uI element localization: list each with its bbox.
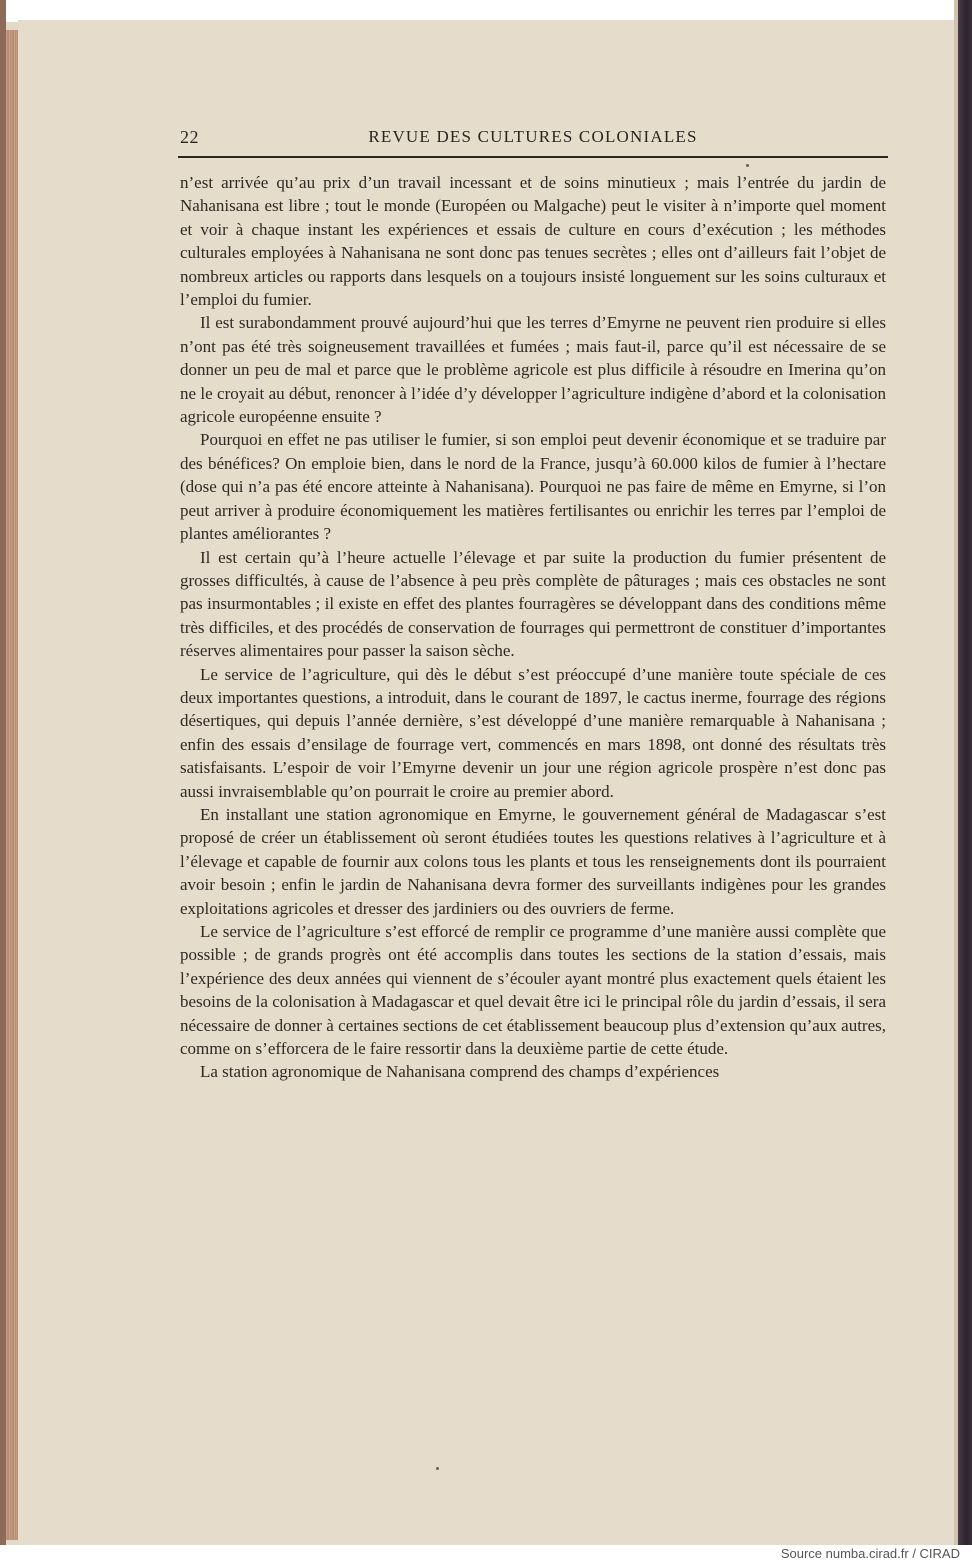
ink-speck [436, 1467, 439, 1470]
book-binding [958, 0, 972, 1545]
paragraph-5: Le service de l’agriculture, qui dès le début s’est préoccupé d’une manière toute spéciale de ces deux importantes questions, a introduit, dans le courant de 1897, le cactus inerme, fourrage des régions désertiques, qui depuis l’année dernière, s’est développé d’une manière remarquable à Nahanisana ; enfin des essais d’ensilage de fourrage vert, commencés en mars 1898, ont donné des résultats très satisfaisants. L’espoir de voir l’Emyrne devenir un jour une région agricole prospère n’est donc pas aussi invraisemblable qu’on pourrait le croire au premier abord. [180, 664, 886, 801]
paragraph-1: n’est arrivée qu’au prix d’un travail incessant et de soins minutieux ; mais l’entrée du jardin de Nahanisana est libre ; tout le monde (Européen ou Malgache) peut le visiter à n’importe quel moment et voir à chaque instant les expériences et essais de culture en cours d’exécution ; les méthodes culturales employées à Nahanisana ne sont donc pas tenues secrètes ; elles ont d’ailleurs fait l’objet de nombreux articles ou rapports dans lesquels on a toujours insisté longuement sur les soins culturaux et l’emploi du fumier. [180, 173, 886, 310]
book-spine-shadow [0, 0, 6, 1545]
ink-speck [746, 164, 749, 167]
paragraph-8: La station agronomique de Nahanisana comprend des champs d’expériences [200, 1062, 720, 1082]
scan-top-margin [0, 0, 972, 22]
page-header [180, 127, 886, 151]
running-title: REVUE DES CULTURES COLONIALES [368, 127, 698, 146]
paragraph-4: Il est certain qu’à l’heure actuelle l’élevage et par suite la production du fumier présentent de grosses difficultés, à cause de l’absence à peu près complète de pâturages ; mais ces obstacles ne sont pas insurmontables ; il existe en effet des plantes fourragères se développant dans des conditions même très difficiles, et des procédés de conservation de fourrages qui permettront de constituer d’importantes réserves alimentaires pour passer la saison sèche. [180, 547, 886, 661]
article-body [180, 171, 886, 1084]
header-rule [178, 156, 888, 158]
paragraph-6: En installant une station agronomique en Emyrne, le gouvernement général de Madagascar s’est proposé de créer un établissement où seront étudiées toutes les questions relatives à l’agriculture et à l’élevage et capable de fournir aux colons tous les plants et tous les renseignements dont ils pourraient avoir besoin ; enfin le jardin de Nahanisana devra former des surveillants indigènes pour les grandes exploitations agricoles et dresser des jardiniers ou des ouvriers de ferme. [180, 804, 886, 918]
source-credit: Source numba.cirad.fr / CIRAD [780, 1546, 960, 1561]
paragraph-2: Il est surabondamment prouvé aujourd’hui que les terres d’Emyrne ne peuvent rien produire si elles n’ont pas été très soigneusement travaillées et fumées ; mais faut-il, parce qu’il est nécessaire de se donner un peu de mal et parce que le problème agricole est plus difficile à résoudre en Imerina qu’on ne le croyait au début, renoncer à l’idée d’y développer l’agriculture indigène d’abord et la colonisation agricole européenne ensuite ? [180, 313, 886, 427]
paragraph-7: Le service de l’agriculture s’est efforcé de remplir ce programme d’une manière aussi complète que possible ; de grands progrès ont été accomplis dans toutes les sections de la station d’essais, mais l’expérience des deux années qui viennent de s’écouler ayant montré plus exactement quels étaient les besoins de la colonisation à Madagascar et quel devait être ici le principal rôle du jardin d’essais, il sera nécessaire de donner à certaines sections de cet établissement beaucoup plus d’extension qu’aux autres, comme on s’efforcera de le faire ressortir dans la deuxième partie de cette étude. [180, 922, 886, 1059]
paragraph-3: Pourquoi en effet ne pas utiliser le fumier, si son emploi peut devenir économique et se traduire par des bénéfices? On emploie bien, dans le nord de la France, jusqu’à 60.000 kilos de fumier à l’hectare (dose qui n’a pas été encore atteinte à Nahanisana). Pourquoi ne pas faire de même en Emyrne, si l’on peut arriver à produire économiquement les matières fertilisantes ou enrichir les terres par l’emploi de plantes améliorantes ? [180, 430, 886, 544]
page-number: 22 [180, 127, 199, 147]
